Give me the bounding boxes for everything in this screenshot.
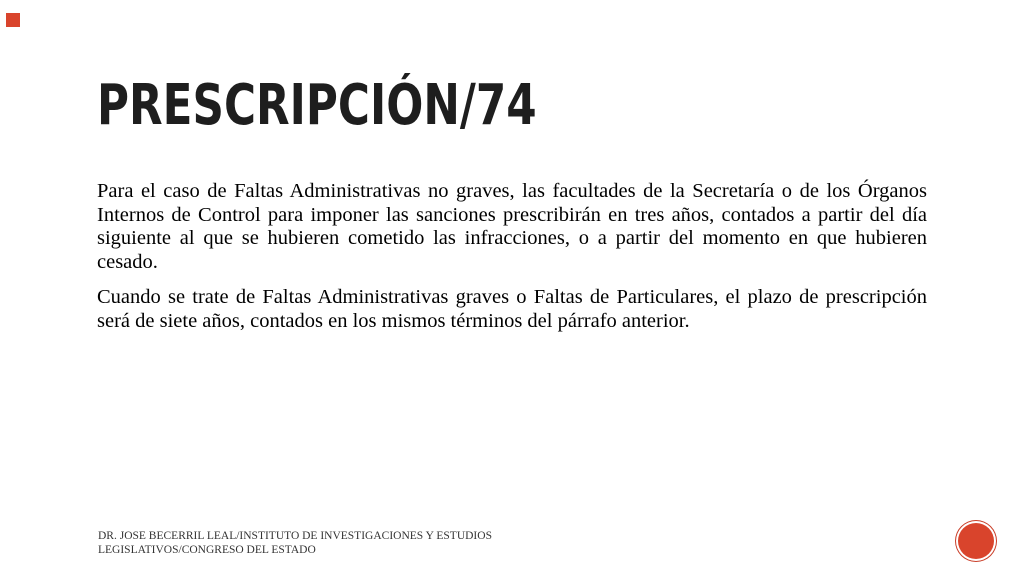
slide-body [97, 180, 927, 345]
slide-title: PRESCRIPCIÓN/74 [97, 73, 537, 138]
body-paragraph: Cuando se trate de Faltas Administrativas graves o Faltas de Particulares, el plazo de prescripción será de siete años, contados en los mismos términos del párrafo anterior. [97, 286, 927, 332]
page-number-badge [958, 523, 994, 559]
body-paragraph: Para el caso de Faltas Administrativas no graves, las facultades de la Secretaría o de los Órganos Internos de Control para imponer las sanciones prescribirán en tres años, contados a partir del día siguiente al que se hubieren cometido las infracciones, o a partir del momento en que hubieren cesado. [97, 180, 927, 273]
accent-square [6, 13, 20, 27]
slide-footer: DR. JOSE BECERRIL LEAL/INSTITUTO DE INVESTIGACIONES Y ESTUDIOS LEGISLATIVOS/CONGRESO DEL ESTADO [98, 530, 492, 556]
